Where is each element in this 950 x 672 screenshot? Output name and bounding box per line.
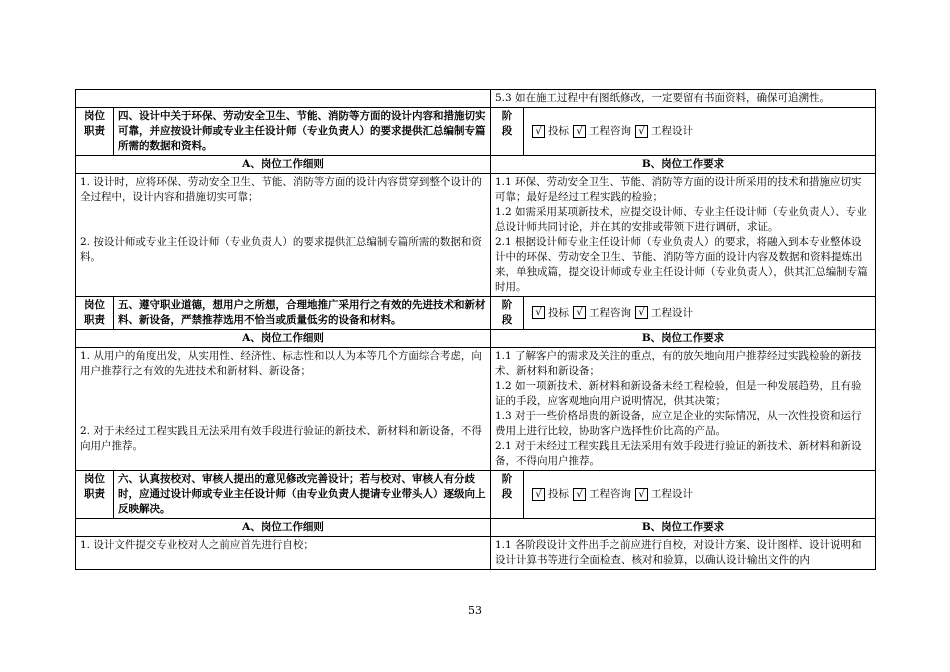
duty-text: 六、认真按校对、审核人提出的意见修改完善设计；若与校对、审核人有分歧时，应通过设计师或专业主任设计师（由专业负责人提请专业带头人）逐级向上反映解决。 [114, 471, 491, 519]
section-4-detail-row [76, 174, 876, 297]
option-bid-label: 投标 [548, 488, 569, 500]
list-item: 2.1 根据设计师专业主任设计师（专业负责人）的要求，将融入到本专业整体设计中的环保、劳动安全卫生、节能、消防等方面的设计内容及数据和资料提炼出来，单独成篇，提交设计师或专业主任设计师（专业负责人），供其汇总编制专篇时用。 [495, 236, 868, 293]
list-item: 1.1 各阶段设计文件出手之前应进行自校，对设计方案、设计图样、设计说明和设计计算书等进行全面检查、核对和验算，以确认设计输出文件的内 [495, 539, 862, 566]
option-bid-label: 投标 [548, 125, 569, 137]
duty-text: 五、遵守职业道德，想用户之所想，合理地推广采用行之有效的先进技术和新材料、新设备，严禁推荐选用不恰当或质量低劣的设备和材料。 [114, 297, 491, 330]
list-item: 1.3 对于一些价格昂贵的新设备，应立足企业的实际情况，从一次性投资和运行费用上进行比较，协助客户选择性价比高的产品。 [495, 410, 862, 437]
checkbox-bid[interactable]: √ [532, 306, 545, 319]
option-design-label: 工程设计 [651, 488, 693, 500]
stage-options [524, 108, 876, 156]
column-a-header: A、岗位工作细则 [76, 519, 491, 537]
continuation-right-cell: 5.3 如在施工过程中有图纸修改，一定要留有书面资料，确保可追溯性。 [491, 90, 876, 108]
duty-text: 四、设计中关于环保、劳动安全卫生、节能、消防等方面的设计内容和措施切实可靠，并应按设计师或专业主任设计师（专业负责人）的要求提供汇总编制专篇所需的数据和资料。 [114, 108, 491, 156]
checkbox-consulting[interactable]: √ [573, 306, 586, 319]
list-item: 2.1 对于未经过工程实践且无法采用有效手段进行验证的新技术、新材料和新设备，不得向用户推荐。 [495, 440, 862, 467]
column-header-row [76, 330, 876, 348]
list-item: 1. 从用户的角度出发，从实用性、经济性、标志性和以人为本等几个方面综合考虑，向用户推荐行之有效的先进技术和新材料、新设备； [80, 350, 482, 377]
option-design-label: 工程设计 [651, 306, 693, 319]
page-number: 53 [468, 604, 482, 617]
post-duty-label: 岗位 职责 [76, 108, 114, 156]
section-4-duty-row [76, 108, 876, 156]
column-b-header: B、岗位工作要求 [491, 156, 876, 174]
section-6-duty-row [76, 471, 876, 519]
list-item: 1.2 如需采用某项新技术，应提交设计师、专业主任设计师（专业负责人）、专业总设计师共同讨论，并在其的安排或带领下进行调研，求证。 [495, 206, 867, 233]
option-consulting-label: 工程咨询 [589, 488, 631, 500]
section-5-duty-row [76, 297, 876, 330]
continuation-left-cell [76, 90, 491, 108]
option-design-label: 工程设计 [651, 125, 693, 137]
stage-options [524, 297, 876, 330]
column-b-header: B、岗位工作要求 [491, 330, 876, 348]
section-5-detail-row [76, 348, 876, 471]
list-item: 1.1 了解客户的需求及关注的重点，有的放矢地向用户推荐经过实践检验的新技术、新材料和新设备； [495, 350, 862, 377]
column-header-row [76, 156, 876, 174]
work-rules-cell [76, 174, 491, 297]
work-requirements-cell [491, 348, 876, 471]
checkbox-consulting[interactable]: √ [573, 488, 586, 501]
work-requirements-cell [491, 174, 876, 297]
checkbox-consulting[interactable]: √ [573, 125, 586, 138]
column-b-header: B、岗位工作要求 [491, 519, 876, 537]
column-header-row [76, 519, 876, 537]
column-a-header: A、岗位工作细则 [76, 330, 491, 348]
list-item: 2. 按设计师或专业主任设计师（专业负责人）的要求提供汇总编制专篇所需的数据和资料。 [80, 236, 482, 263]
post-duty-label: 岗位 职责 [76, 471, 114, 519]
checkbox-bid[interactable]: √ [532, 488, 545, 501]
list-item: 1. 设计时，应将环保、劳动安全卫生、节能、消防等方面的设计内容贯穿到整个设计的全过程中，设计内容和措施切实可靠； [80, 176, 482, 203]
checkbox-design[interactable]: √ [635, 306, 648, 319]
stage-label: 阶 段 [491, 297, 524, 330]
list-item: 1.1 环保、劳动安全卫生、节能、消防等方面的设计所采用的技术和措施应切实可靠；最好是经过工程实践的检验； [495, 176, 862, 203]
option-consulting-label: 工程咨询 [589, 306, 631, 319]
list-item: 1.2 如一项新技术、新材料和新设备未经工程检验，但是一种发展趋势，且有验证的手段，应客观地向用户说明情况，供其决策； [495, 380, 862, 407]
column-a-header: A、岗位工作细则 [76, 156, 491, 174]
work-requirements-cell [491, 537, 876, 570]
stage-label: 阶 段 [491, 108, 524, 156]
work-rules-cell [76, 348, 491, 471]
list-item: 2. 对于未经过工程实践且无法采用有效手段进行验证的新技术、新材料和新设备，不得向用户推荐。 [80, 425, 482, 452]
post-duty-label: 岗位 职责 [76, 297, 114, 330]
checkbox-design[interactable]: √ [635, 125, 648, 138]
option-consulting-label: 工程咨询 [589, 125, 631, 137]
duty-table [75, 89, 876, 570]
stage-label: 阶 段 [491, 471, 524, 519]
list-item: 1. 设计文件提交专业校对人之前应首先进行自校； [80, 539, 314, 551]
document-page [75, 89, 875, 570]
work-rules-cell [76, 537, 491, 570]
section-6-detail-row [76, 537, 876, 570]
option-bid-label: 投标 [548, 306, 569, 319]
continuation-row [76, 90, 876, 108]
checkbox-design[interactable]: √ [635, 488, 648, 501]
stage-options [524, 471, 876, 519]
checkbox-bid[interactable]: √ [532, 125, 545, 138]
